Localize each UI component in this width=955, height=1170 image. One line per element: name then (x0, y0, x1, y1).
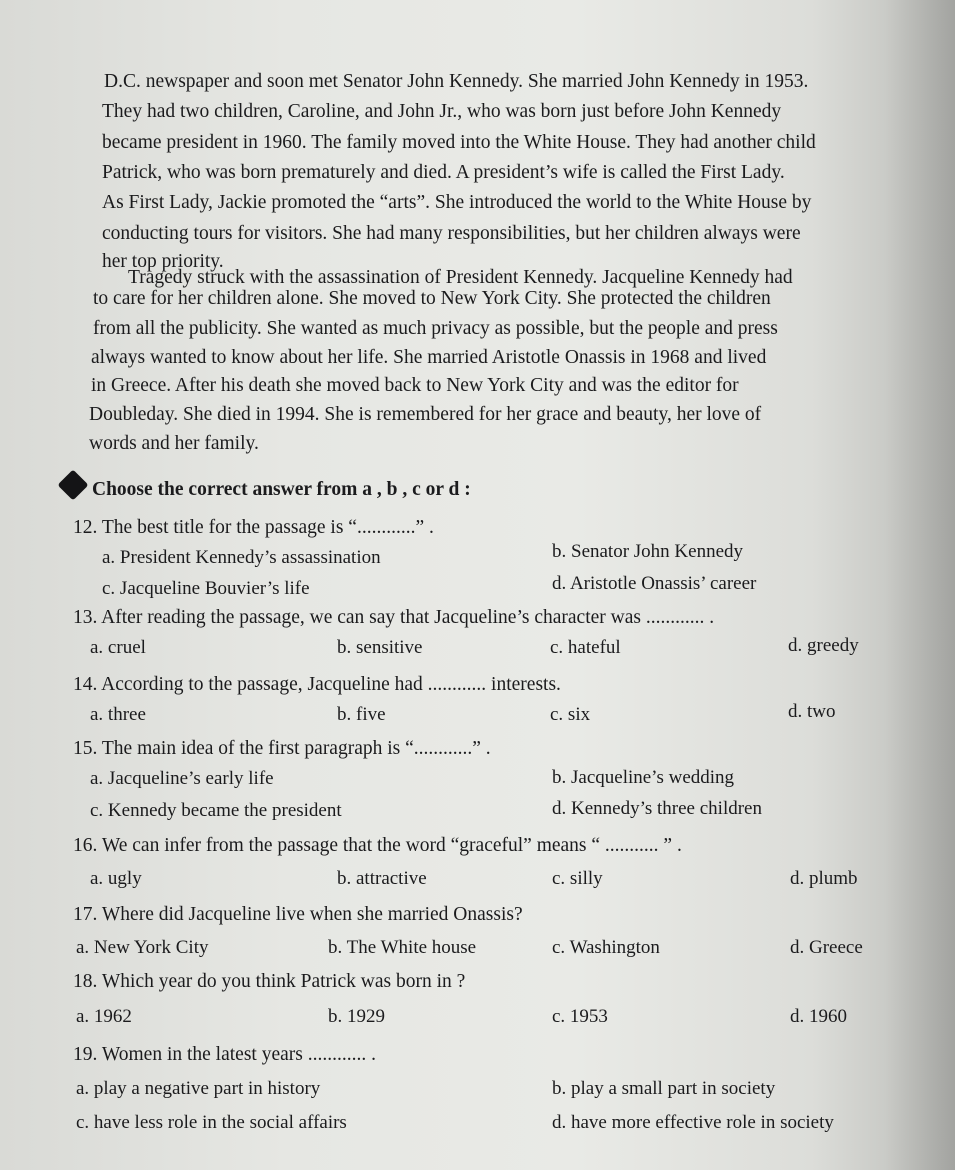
option-19c[interactable]: c. have less role in the social affairs (76, 1112, 347, 1133)
option-19d[interactable]: d. have more effective role in society (552, 1112, 834, 1133)
question-17: 17. Where did Jacqueline live when she married Onassis? (73, 904, 523, 925)
option-17c[interactable]: c. Washington (552, 937, 660, 958)
option-18a[interactable]: a. 1962 (76, 1006, 132, 1027)
question-14: 14. According to the passage, Jacqueline had ............ interests. (73, 674, 561, 695)
option-14d[interactable]: d. two (788, 701, 836, 722)
instruction-heading: Choose the correct answer from a , b , c or d : (92, 479, 471, 500)
option-16a[interactable]: a. ugly (90, 868, 142, 889)
option-18d[interactable]: d. 1960 (790, 1006, 847, 1027)
passage-line: to care for her children alone. She moved to New York City. She protected the children (93, 288, 771, 309)
question-12: 12. The best title for the passage is “............” . (73, 517, 434, 538)
passage-line: became president in 1960. The family moved into the White House. They had another child (102, 132, 816, 153)
option-13b[interactable]: b. sensitive (337, 637, 423, 658)
option-18b[interactable]: b. 1929 (328, 1006, 385, 1027)
option-13c[interactable]: c. hateful (550, 637, 621, 658)
diamond-bullet-icon (57, 469, 88, 500)
passage-line: Patrick, who was born prematurely and died. A president’s wife is called the First Lady. (102, 162, 785, 183)
passage-line: conducting tours for visitors. She had many responsibilities, but her children always were (102, 223, 801, 244)
option-13a[interactable]: a. cruel (90, 637, 146, 658)
option-16c[interactable]: c. silly (552, 868, 603, 889)
question-18: 18. Which year do you think Patrick was born in ? (73, 971, 466, 992)
question-15: 15. The main idea of the first paragraph is “............” . (73, 738, 491, 759)
page-edge-shadow (885, 0, 955, 1170)
option-15a[interactable]: a. Jacqueline’s early life (90, 768, 274, 789)
option-14b[interactable]: b. five (337, 704, 386, 725)
option-17b[interactable]: b. The White house (328, 937, 477, 958)
question-19: 19. Women in the latest years ............ . (73, 1044, 376, 1065)
option-13d[interactable]: d. greedy (788, 635, 859, 656)
passage-line: always wanted to know about her life. She married Aristotle Onassis in 1968 and lived (91, 347, 767, 368)
passage-line: Doubleday. She died in 1994. She is remembered for her grace and beauty, her love of (89, 404, 762, 425)
passage-line: D.C. newspaper and soon met Senator John Kennedy. She married John Kennedy in 1953. (104, 71, 809, 92)
option-16d[interactable]: d. plumb (790, 868, 858, 889)
option-19b[interactable]: b. play a small part in society (552, 1078, 776, 1099)
passage-line: As First Lady, Jackie promoted the “arts”. She introduced the world to the White House by (102, 192, 812, 213)
passage-line: words and her family. (89, 433, 259, 454)
passage-line: in Greece. After his death she moved back to New York City and was the editor for (91, 375, 739, 396)
option-12b[interactable]: b. Senator John Kennedy (552, 541, 744, 562)
option-17d[interactable]: d. Greece (790, 937, 863, 958)
passage-line: from all the publicity. She wanted as much privacy as possible, but the people and press (93, 318, 778, 339)
option-15d[interactable]: d. Kennedy’s three children (552, 798, 762, 819)
passage-line: Tragedy struck with the assassination of President Kennedy. Jacqueline Kennedy had (128, 267, 793, 288)
option-16b[interactable]: b. attractive (337, 868, 427, 889)
question-16: 16. We can infer from the passage that the word “graceful” means “ ........... ” . (73, 835, 682, 856)
option-12a[interactable]: a. President Kennedy’s assassination (102, 547, 381, 568)
passage-line: They had two children, Caroline, and John Jr., who was born just before John Kennedy (102, 101, 782, 122)
option-14a[interactable]: a. three (90, 704, 146, 725)
option-14c[interactable]: c. six (550, 704, 591, 725)
question-13: 13. After reading the passage, we can say that Jacqueline’s character was ............ . (73, 607, 715, 628)
passage-line: her top priority. (102, 251, 224, 272)
option-18c[interactable]: c. 1953 (552, 1006, 608, 1027)
option-19a[interactable]: a. play a negative part in history (76, 1078, 321, 1099)
option-17a[interactable]: a. New York City (76, 937, 209, 958)
option-12d[interactable]: d. Aristotle Onassis’ career (552, 573, 757, 594)
option-15c[interactable]: c. Kennedy became the president (90, 800, 342, 821)
option-15b[interactable]: b. Jacqueline’s wedding (552, 767, 735, 788)
option-12c[interactable]: c. Jacqueline Bouvier’s life (102, 578, 310, 599)
